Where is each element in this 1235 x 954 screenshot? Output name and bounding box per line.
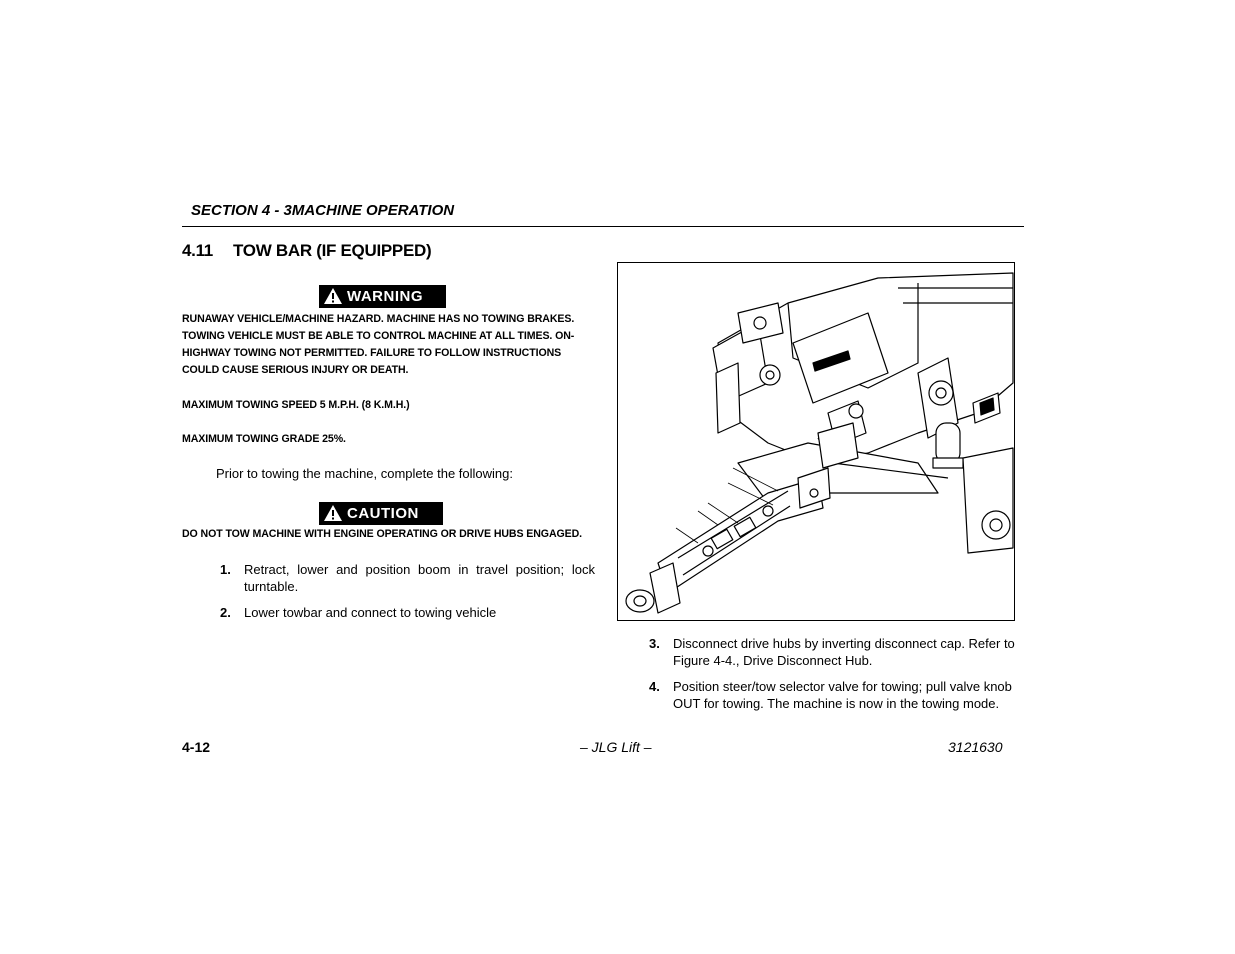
warning-label: WARNING: [347, 288, 423, 305]
step-text: Disconnect drive hubs by inverting disconnect cap. Refer to Figure 4-4., Drive Disconnect Hub.: [673, 636, 1015, 668]
step-text: Lower towbar and connect to towing vehicle: [244, 605, 497, 620]
footer-center: – JLG Lift –: [580, 739, 652, 755]
step-number: 2.: [220, 605, 231, 620]
tow-bar-figure: [617, 262, 1015, 621]
section-header: SECTION 4 - 3MACHINE OPERATION: [191, 202, 455, 219]
step-number: 1.: [220, 562, 231, 577]
step-number: 3.: [649, 636, 660, 651]
step-text: Position steer/tow selector valve for towing; pull valve knob OUT for towing. The machine is now in the towing mode.: [673, 679, 1012, 711]
heading-title: TOW BAR (IF EQUIPPED): [233, 241, 432, 260]
page-number: 4-12: [182, 739, 211, 755]
warning-signal: [319, 285, 446, 308]
section-heading: [182, 241, 431, 261]
header-rule: [182, 226, 1024, 227]
caution-signal: [319, 502, 443, 525]
heading-number: 4.11: [182, 241, 213, 260]
list-item: [649, 635, 1024, 671]
step-text: Retract, lower and position boom in travel position; lock turntable.: [244, 562, 595, 594]
warning-text: RUNAWAY VEHICLE/MACHINE HAZARD. MACHINE HAS NO TOWING BRAKES. TOWING VEHICLE MUST BE ABLE TO CONTROL MACHINE AT ALL TIMES. ON-HIGHWAY TOWING NOT PERMITTED. FAILURE TO FOLLOW INSTRUCTIONS COULD CAUSE SERIOUS INJURY OR DEATH.: [182, 313, 575, 376]
intro-text: Prior to towing the machine, complete the following:: [216, 466, 513, 481]
warning-grade: MAXIMUM TOWING GRADE 25%.: [182, 433, 346, 445]
list-item: [220, 604, 595, 622]
warning-triangle-icon: [323, 287, 343, 305]
doc-number: 3121630: [948, 739, 1003, 755]
list-item: [220, 561, 595, 597]
step-number: 4.: [649, 679, 660, 694]
caution-triangle-icon: [323, 504, 343, 522]
caution-label: CAUTION: [347, 505, 419, 522]
caution-text: DO NOT TOW MACHINE WITH ENGINE OPERATING OR DRIVE HUBS ENGAGED.: [182, 528, 583, 540]
warning-speed: MAXIMUM TOWING SPEED 5 M.P.H. (8 K.M.H.): [182, 399, 410, 411]
list-item: [649, 678, 1027, 714]
